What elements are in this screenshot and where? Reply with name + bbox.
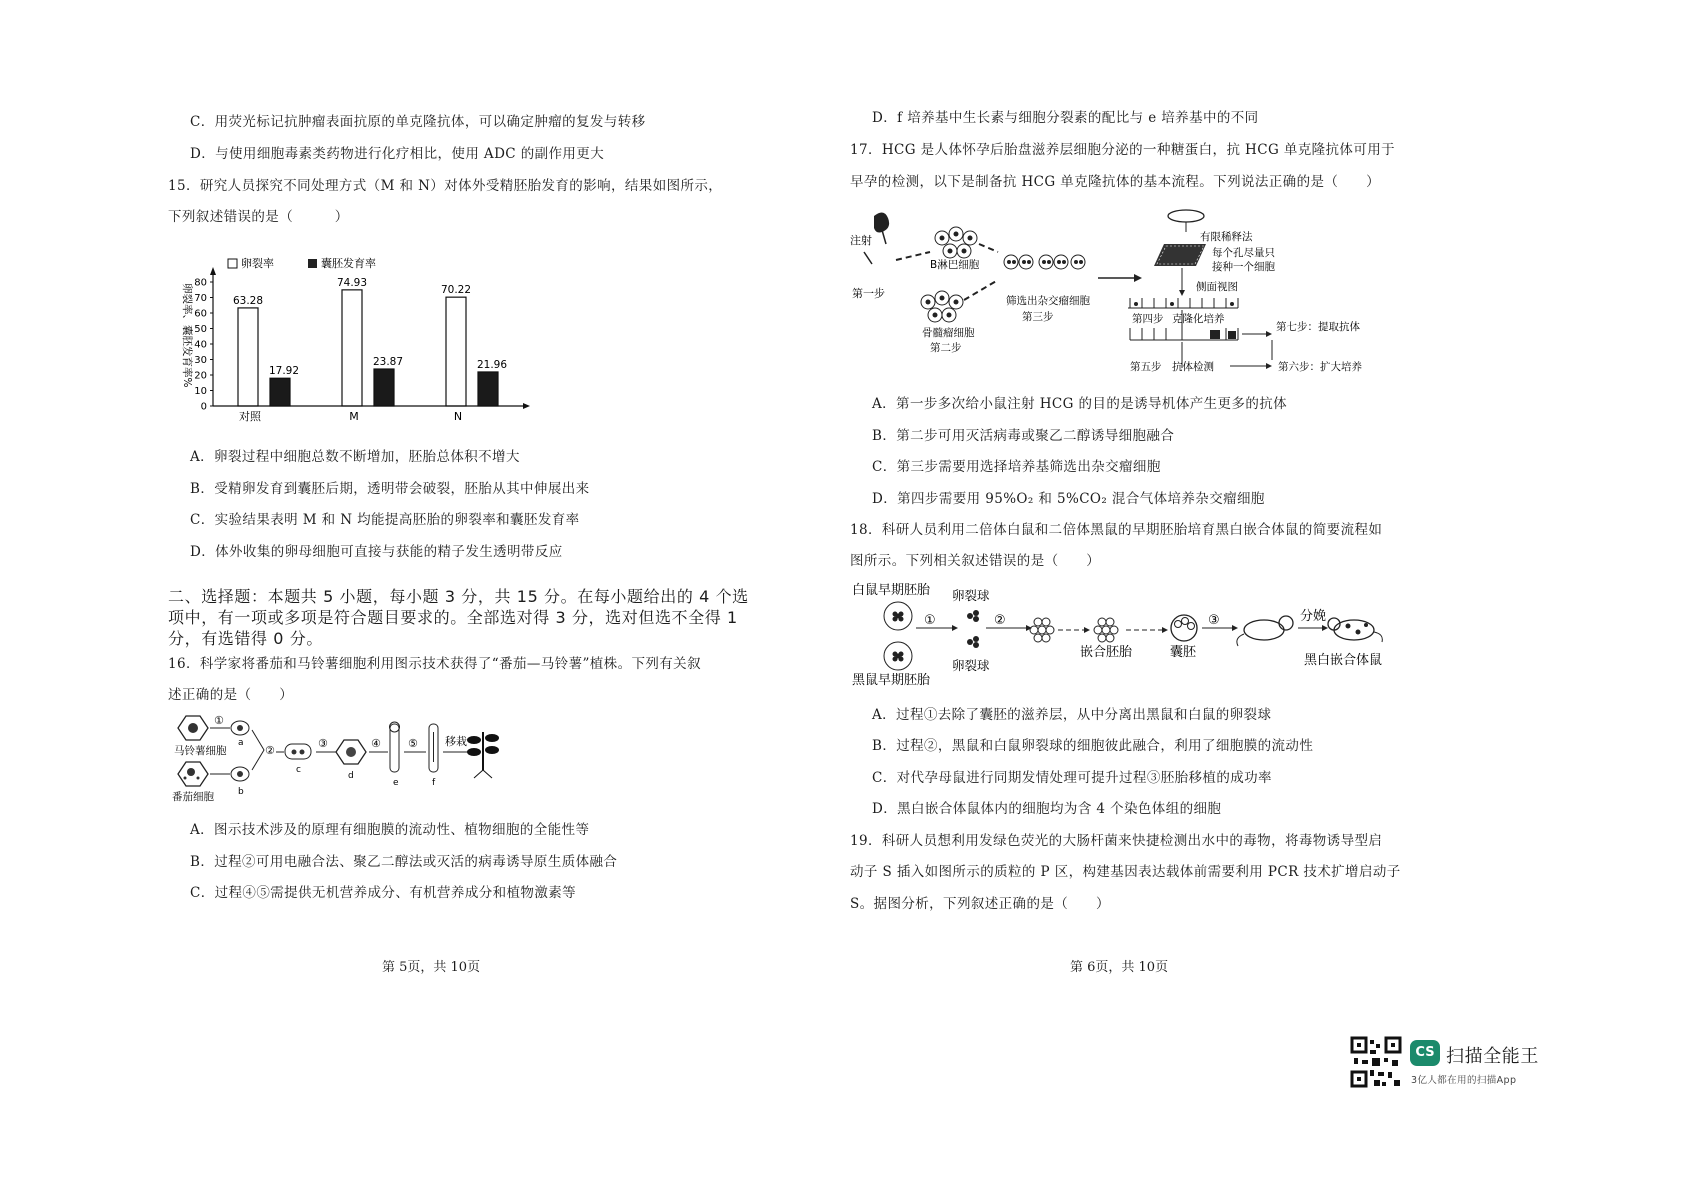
well-note: 每个孔尽量只 [1212, 247, 1275, 259]
side-view-wells-icon [1128, 298, 1238, 308]
scanner-brand: 扫描全能王 [1446, 1046, 1539, 1067]
bar-value-label: 23.87 [372, 356, 404, 369]
y-tick-label: 10 [194, 386, 207, 397]
clonal-wells-icon [1130, 328, 1238, 340]
chart-legend [228, 256, 376, 270]
bar-cleavage-rate [238, 308, 258, 406]
y-tick-label: 0 [200, 401, 207, 413]
q16-option-d: D．f 培养基中生长素与细胞分裂素的配比与 e 培养基中的不同 [872, 110, 1259, 126]
y-axis-label: 卵裂率、囊胚发育率% [181, 283, 193, 388]
step-label: 第三步 [1022, 311, 1054, 323]
birth-label: 分娩 [1300, 609, 1327, 624]
hybridoma-cells-icon [1004, 255, 1085, 269]
q18-stem: 图所示。下列相关叙述错误的是（ ） [850, 553, 1101, 569]
q15-option-a: A．卵裂过程中细胞总数不断增加，胚胎总体积不增大 [190, 449, 520, 465]
q16-fusion-diagram [168, 712, 508, 802]
q19-stem: S。据图分析，下列叙述正确的是（ ） [850, 896, 1110, 912]
scanner-tagline: 3亿人都在用的扫描App [1411, 1075, 1517, 1086]
legend-label: 卵裂率 [241, 257, 274, 270]
blastocyst-label: 囊胚 [1170, 645, 1197, 660]
legend-swatch-cleavage [228, 259, 237, 268]
bar-blastocyst-rate [478, 372, 498, 406]
step-label: ⑤ [408, 737, 418, 750]
step-label: ③ [318, 737, 328, 750]
step-label: ③ [1208, 613, 1220, 628]
q18-option-b: B．过程②，黑鼠和白鼠卵裂球的细胞彼此融合，利用了细胞膜的流动性 [872, 738, 1314, 754]
label-c: c [296, 765, 301, 775]
q16-option-a: A．图示技术涉及的原理有细胞膜的流动性、植物细胞的全能性等 [190, 822, 590, 838]
section-instructions: 分，有选错得 0 分。 [168, 629, 323, 648]
section-instructions: 项中，有一项或多项是符合题目要求的。全部选对得 3 分，选对但选不全得 1 [168, 608, 738, 627]
white-embryo-label: 白鼠早期胚胎 [852, 583, 931, 598]
bar-blastocyst-rate [270, 378, 290, 406]
black-embryo-label: 黑鼠早期胚胎 [852, 673, 931, 688]
q17-stem: 17．HCG 是人体怀孕后胎盘滋养层细胞分泌的一种糖蛋白，抗 HCG 单克隆抗体可用于 [850, 142, 1396, 158]
multiwell-plate-icon [1154, 244, 1206, 266]
bar-blastocyst-rate [374, 369, 394, 406]
q14-option-d: D．与使用细胞毒素类药物进行化疗相比，使用 ADC 的副作用更大 [190, 146, 605, 162]
bar-value-label: 17.92 [268, 365, 300, 378]
cleavage-ball-label: 卵裂球 [952, 588, 990, 603]
clonal-label: 克隆化培养 [1172, 313, 1225, 325]
blastocyst-icon [1171, 615, 1197, 641]
step-label: ② [994, 613, 1006, 628]
legend-swatch-blastocyst [308, 259, 317, 268]
surrogate-mouse-icon [1237, 616, 1293, 646]
step-label: 第一步 [852, 287, 885, 300]
q15-bar-chart [168, 248, 538, 428]
q17-antibody-flowchart [846, 200, 1366, 378]
bar-value-label: 63.28 [232, 294, 264, 307]
q14-option-c: C．用荧光标记抗肿瘤表面抗原的单克隆抗体，可以确定肿瘤的复发与转移 [190, 114, 646, 130]
q18-stem: 18．科研人员利用二倍体白鼠和二倍体黑鼠的早期胚胎培育黑白嵌合体鼠的简要流程如 [850, 522, 1383, 538]
step6-label: 第六步：扩大培养 [1278, 361, 1362, 373]
cleavage-ball-label: 卵裂球 [952, 658, 990, 673]
q15-option-b: B．受精卵发育到囊胚后期，透明带会破裂，胚胎从其中伸展出来 [190, 481, 590, 497]
b-cell-label: B淋巴细胞 [930, 259, 980, 271]
inject-label: 注射 [850, 234, 872, 247]
q19-stem: 动子 S 插入如图所示的质粒的 P 区，构建基因表达载体前需要利用 PCR 技术扩增启动子 [850, 864, 1401, 880]
step-label: 第五步 [1130, 361, 1162, 373]
myeloma-cell-icon [921, 291, 963, 322]
step7-label: 第七步：提取抗体 [1276, 321, 1360, 333]
step-label: ① [924, 613, 936, 628]
transplant-label: 移栽 [445, 735, 467, 748]
y-tick-label: 30 [194, 355, 207, 366]
y-tick-label: 60 [194, 308, 207, 320]
q15-stem: 下列叙述错误的是（ ） [168, 209, 349, 225]
y-axis-arrow [210, 267, 216, 275]
step-label: ④ [371, 737, 381, 750]
q16-option-c: C．过程④⑤需提供无机营养成分、有机营养成分和植物激素等 [190, 885, 577, 901]
label-a: a [238, 738, 244, 748]
plant-icon [467, 732, 499, 778]
bar-value-label: 74.93 [336, 276, 368, 289]
step-label: 第四步 [1132, 313, 1164, 325]
antibody-test-label: 抗体检测 [1172, 361, 1214, 373]
q19-stem: 19．科研人员想利用发绿色荧光的大肠杆菌来快捷检测出水中的毒物，将毒物诱导型启 [850, 833, 1383, 849]
bar-cleavage-rate [342, 290, 362, 406]
step-label: 第二步 [930, 342, 962, 354]
cleavage-balls-icon [967, 610, 979, 648]
side-view-label: 侧面视图 [1196, 281, 1238, 293]
q18-chimera-diagram [848, 578, 1408, 693]
tomato-cell-label: 番茄细胞 [172, 791, 214, 802]
label-e: e [393, 778, 399, 788]
step-label: ② [265, 744, 275, 757]
label-b: b [238, 787, 244, 797]
x-axis-arrow [523, 403, 530, 409]
q17-option-b: B．第二步可用灭活病毒或聚乙二醇诱导细胞融合 [872, 428, 1175, 444]
chimera-mouse-label: 黑白嵌合体鼠 [1304, 653, 1383, 668]
chimera-mouse-icon [1328, 618, 1382, 642]
x-category-label: N [453, 410, 463, 423]
label-f: f [432, 778, 436, 788]
qr-code [1350, 1036, 1402, 1088]
chimera-embryo-label: 嵌合胚胎 [1080, 645, 1133, 660]
q18-option-d: D．黑白嵌合体鼠体内的细胞均为含 4 个染色体组的细胞 [872, 801, 1222, 817]
q17-option-c: C．第三步需要用选择培养基筛选出杂交瘤细胞 [872, 459, 1161, 475]
method-label: 有限稀释法 [1200, 231, 1253, 243]
page-footer-left: 第 5页，共 10页 [382, 960, 481, 975]
q15-option-d: D．体外收集的卵母细胞可直接与获能的精子发生透明带反应 [190, 544, 563, 560]
petri-dish-icon [1168, 210, 1204, 222]
b-cell-cluster-icon [935, 227, 977, 258]
legend-label: 囊胚发育率 [321, 257, 376, 270]
q16-stem: 16．科学家将番茄和马铃薯细胞利用图示技术获得了“番茄—马铃薯”植株。下列有关叙 [168, 656, 701, 672]
q18-option-a: A．过程①去除了囊胚的滋养层，从中分离出黑鼠和白鼠的卵裂球 [872, 707, 1272, 723]
q16-stem: 述正确的是（ ） [168, 687, 294, 703]
q17-stem: 早孕的检测，以下是制备抗 HCG 单克隆抗体的基本流程。下列说法正确的是（ ） [850, 174, 1380, 190]
x-category-label: M [349, 410, 359, 423]
y-tick-label: 50 [194, 324, 207, 335]
fused-protoplast-icon [285, 744, 311, 759]
myeloma-label: 骨髓瘤细胞 [922, 327, 975, 339]
section-heading: 二、选择题：本题共 5 小题，每小题 3 分，共 15 分。在每小题给出的 4 个选 [168, 587, 749, 606]
q15-stem: 15．研究人员探究不同处理方式（M 和 N）对体外受精胚胎发育的影响，结果如图所示， [168, 178, 723, 194]
merge-bracket [252, 730, 264, 770]
camscanner-logo-icon: CS [1410, 1040, 1440, 1066]
potato-cell-label: 马铃薯细胞 [174, 745, 227, 757]
well-note: 接种一个细胞 [1212, 261, 1275, 273]
y-tick-label: 40 [194, 339, 207, 351]
y-tick-label: 70 [194, 293, 207, 304]
bar-value-label: 70.22 [440, 284, 472, 297]
q16-option-b: B．过程②可用电融合法、聚乙二醇法或灭活的病毒诱导原生质体融合 [190, 854, 618, 870]
q17-option-d: D．第四步需要用 95%O₂ 和 5%CO₂ 混合气体培养杂交瘤细胞 [872, 491, 1265, 507]
q15-option-c: C．实验结果表明 M 和 N 均能提高胚胎的卵裂率和囊胚发育率 [190, 512, 580, 528]
label-d: d [348, 771, 354, 781]
screen-label: 筛选出杂交瘤细胞 [1006, 295, 1090, 307]
q18-option-c: C．对代孕母鼠进行同期发情处理可提升过程③胚胎移植的成功率 [872, 770, 1272, 786]
bar-value-label: 21.96 [476, 358, 508, 371]
bar-cleavage-rate [446, 297, 466, 406]
merged-cells-icon [1030, 618, 1054, 642]
step-label: ① [214, 714, 224, 727]
chimera-embryo-icon [1094, 618, 1118, 642]
y-tick-label: 20 [194, 370, 207, 382]
x-category-label: 对照 [239, 410, 261, 423]
y-tick-label: 80 [194, 277, 207, 289]
page-footer-right: 第 6页，共 10页 [1070, 960, 1169, 975]
q17-option-a: A．第一步多次给小鼠注射 HCG 的目的是诱导机体产生更多的抗体 [872, 396, 1288, 412]
